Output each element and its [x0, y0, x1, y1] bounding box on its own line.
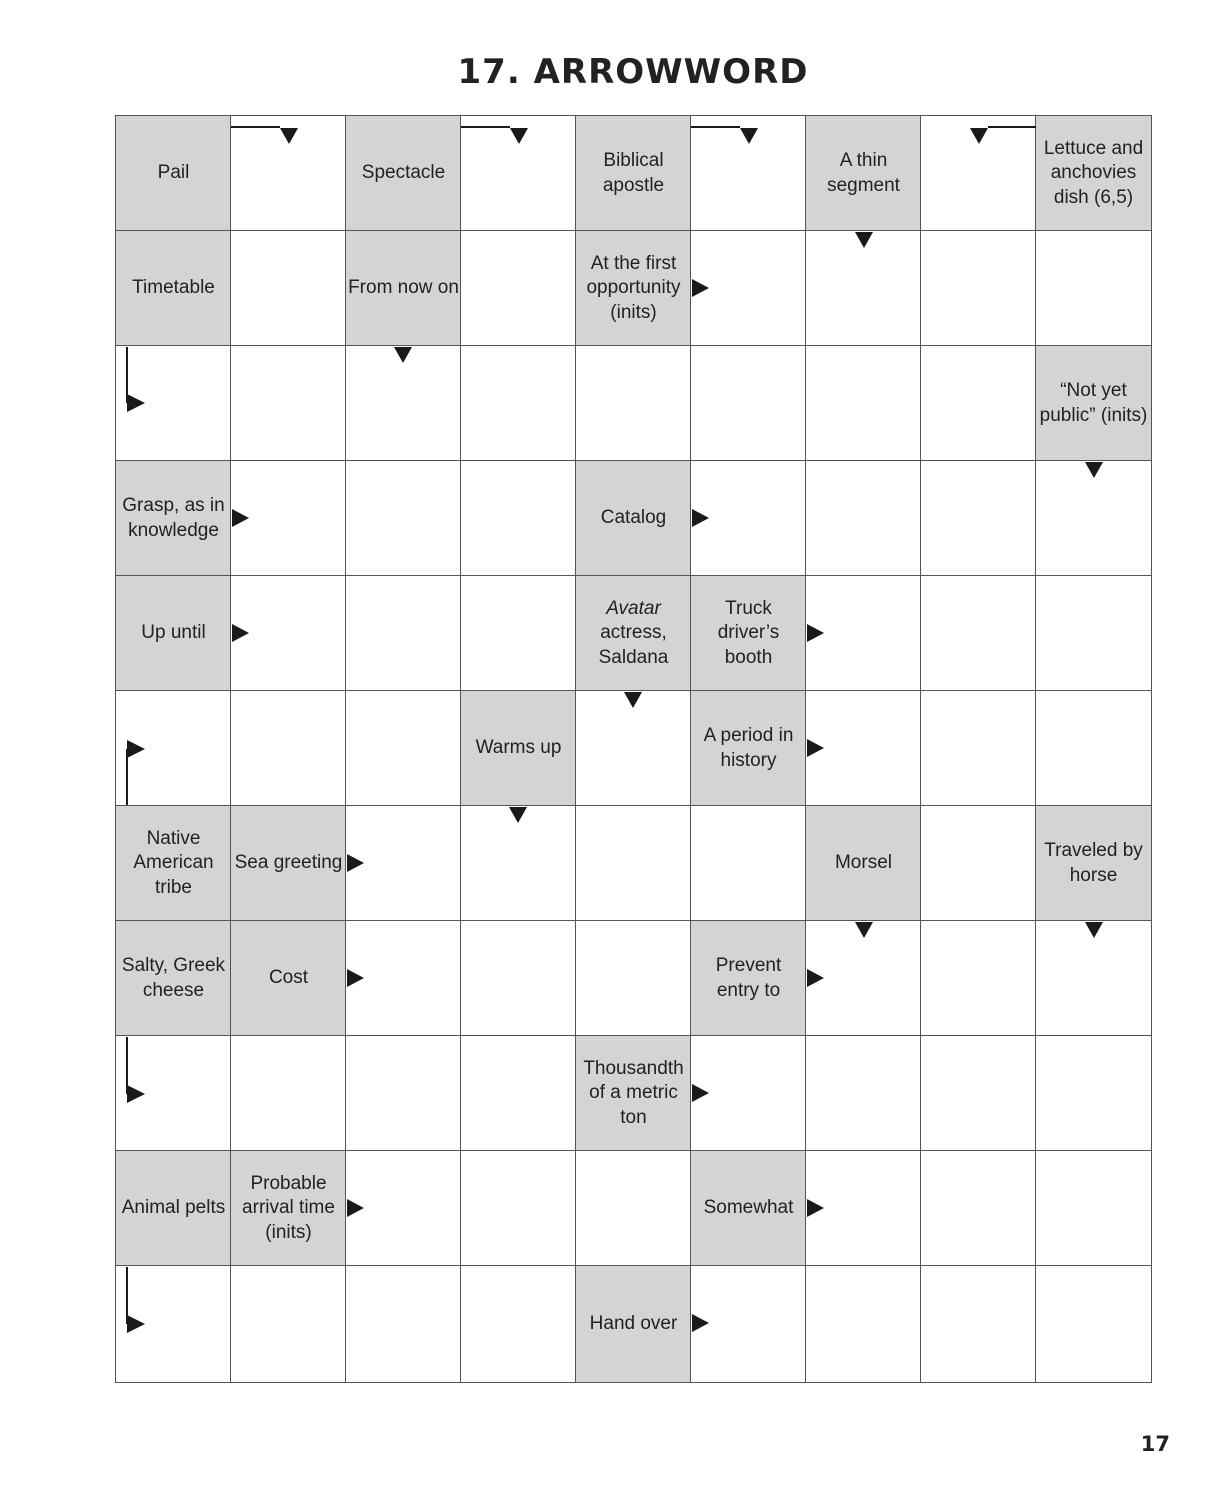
answer-cell[interactable]: [920, 920, 1036, 1036]
clue-native-american-tribe: Native American tribe: [115, 805, 231, 921]
clue-from-now-on: From now on: [345, 230, 461, 346]
answer-cell[interactable]: [460, 1035, 576, 1151]
clue-warms-up: Warms up: [460, 690, 576, 806]
answer-cell[interactable]: [575, 1150, 691, 1266]
answer-cell[interactable]: [460, 805, 576, 921]
answer-cell[interactable]: [920, 805, 1036, 921]
answer-cell[interactable]: [230, 115, 346, 231]
answer-cell[interactable]: [230, 1035, 346, 1151]
clue-a-thin-segment: A thin segment: [805, 115, 921, 231]
clue-hand-over: Hand over: [575, 1265, 691, 1382]
clue-not-yet-public: “Not yet public” (inits): [1035, 345, 1151, 461]
answer-cell[interactable]: [1035, 575, 1151, 691]
answer-cell[interactable]: [920, 230, 1036, 346]
answer-cell[interactable]: [460, 575, 576, 691]
clue-prevent-entry-to: Prevent entry to: [690, 920, 806, 1036]
clue-salty-greek-cheese: Salty, Greek cheese: [115, 920, 231, 1036]
answer-cell[interactable]: [575, 805, 691, 921]
answer-cell[interactable]: [690, 460, 806, 576]
answer-cell[interactable]: [805, 230, 921, 346]
clue-traveled-by-horse: Traveled by horse: [1035, 805, 1151, 921]
answer-cell[interactable]: [460, 920, 576, 1036]
answer-cell[interactable]: [230, 690, 346, 806]
answer-cell[interactable]: [1035, 690, 1151, 806]
answer-cell[interactable]: [805, 920, 921, 1036]
answer-cell[interactable]: [345, 1265, 461, 1382]
answer-cell[interactable]: [230, 575, 346, 691]
answer-cell[interactable]: [805, 1265, 921, 1382]
clue-truck-drivers-booth: Truck driver’s booth: [690, 575, 806, 691]
answer-cell[interactable]: [690, 115, 806, 231]
clue-spectacle: Spectacle: [345, 115, 461, 231]
answer-cell[interactable]: [345, 575, 461, 691]
answer-cell[interactable]: [805, 345, 921, 461]
answer-cell[interactable]: [920, 1265, 1036, 1382]
answer-cell[interactable]: [920, 345, 1036, 461]
answer-cell[interactable]: [345, 805, 461, 921]
answer-cell[interactable]: [920, 575, 1036, 691]
answer-cell[interactable]: [690, 230, 806, 346]
answer-cell[interactable]: [230, 1265, 346, 1382]
answer-cell[interactable]: [230, 230, 346, 346]
answer-cell[interactable]: [345, 690, 461, 806]
answer-cell[interactable]: [460, 1150, 576, 1266]
answer-cell[interactable]: [230, 460, 346, 576]
answer-cell[interactable]: [345, 1150, 461, 1266]
page-number: 17: [1140, 1432, 1170, 1456]
answer-cell[interactable]: [230, 345, 346, 461]
clue-morsel: Morsel: [805, 805, 921, 921]
answer-cell[interactable]: [920, 1035, 1036, 1151]
arrowword-grid: [115, 115, 1152, 1383]
answer-cell[interactable]: [115, 1035, 231, 1151]
clue-lettuce-and-anchovies: Lettuce and anchovies dish (6,5): [1035, 115, 1151, 231]
answer-cell[interactable]: [1035, 1035, 1151, 1151]
clue-thousandth-of-a-metric-ton: Thousandth of a metric ton: [575, 1035, 691, 1151]
clue-a-period-in-history: A period in history: [690, 690, 806, 806]
answer-cell[interactable]: [690, 805, 806, 921]
clue-animal-pelts: Animal pelts: [115, 1150, 231, 1266]
clue-somewhat: Somewhat: [690, 1150, 806, 1266]
answer-cell[interactable]: [1035, 460, 1151, 576]
answer-cell[interactable]: [115, 345, 231, 461]
answer-cell[interactable]: [1035, 1265, 1151, 1382]
clue-grasp: Grasp, as in knowledge: [115, 460, 231, 576]
answer-cell[interactable]: [1035, 230, 1151, 346]
clue-avatar-actress: [575, 575, 691, 691]
answer-cell[interactable]: [575, 690, 691, 806]
answer-cell[interactable]: [345, 1035, 461, 1151]
answer-cell[interactable]: [805, 1035, 921, 1151]
clue-avatar-rest: actress, Saldana: [598, 622, 669, 668]
answer-cell[interactable]: [690, 1035, 806, 1151]
clue-probable-arrival-time: Probable arrival time (inits): [230, 1150, 346, 1266]
clue-timetable: Timetable: [115, 230, 231, 346]
clue-avatar-title: Avatar: [606, 597, 661, 619]
answer-cell[interactable]: [345, 460, 461, 576]
clue-biblical-apostle: Biblical apostle: [575, 115, 691, 231]
answer-cell[interactable]: [805, 460, 921, 576]
answer-cell[interactable]: [1035, 920, 1151, 1036]
answer-cell[interactable]: [805, 575, 921, 691]
answer-cell[interactable]: [115, 1265, 231, 1382]
answer-cell[interactable]: [460, 115, 576, 231]
answer-cell[interactable]: [460, 1265, 576, 1382]
clue-catalog: Catalog: [575, 460, 691, 576]
answer-cell[interactable]: [805, 1150, 921, 1266]
clue-cost: Cost: [230, 920, 346, 1036]
answer-cell[interactable]: [345, 345, 461, 461]
answer-cell[interactable]: [690, 1265, 806, 1382]
page-title: 17. ARROWWORD: [457, 52, 809, 92]
clue-up-until: Up until: [115, 575, 231, 691]
answer-cell[interactable]: [920, 115, 1036, 231]
answer-cell[interactable]: [460, 345, 576, 461]
answer-cell[interactable]: [805, 690, 921, 806]
answer-cell[interactable]: [460, 460, 576, 576]
answer-cell[interactable]: [115, 690, 231, 806]
answer-cell[interactable]: [920, 1150, 1036, 1266]
answer-cell[interactable]: [575, 345, 691, 461]
clue-at-the-first-opportunity: At the first opportunity (inits): [575, 230, 691, 346]
answer-cell[interactable]: [345, 920, 461, 1036]
answer-cell[interactable]: [690, 345, 806, 461]
clue-pail: Pail: [115, 115, 231, 231]
answer-cell[interactable]: [1035, 1150, 1151, 1266]
answer-cell[interactable]: [460, 230, 576, 346]
answer-cell[interactable]: [920, 690, 1036, 806]
answer-cell[interactable]: [575, 920, 691, 1036]
clue-sea-greeting: Sea greeting: [230, 805, 346, 921]
answer-cell[interactable]: [920, 460, 1036, 576]
